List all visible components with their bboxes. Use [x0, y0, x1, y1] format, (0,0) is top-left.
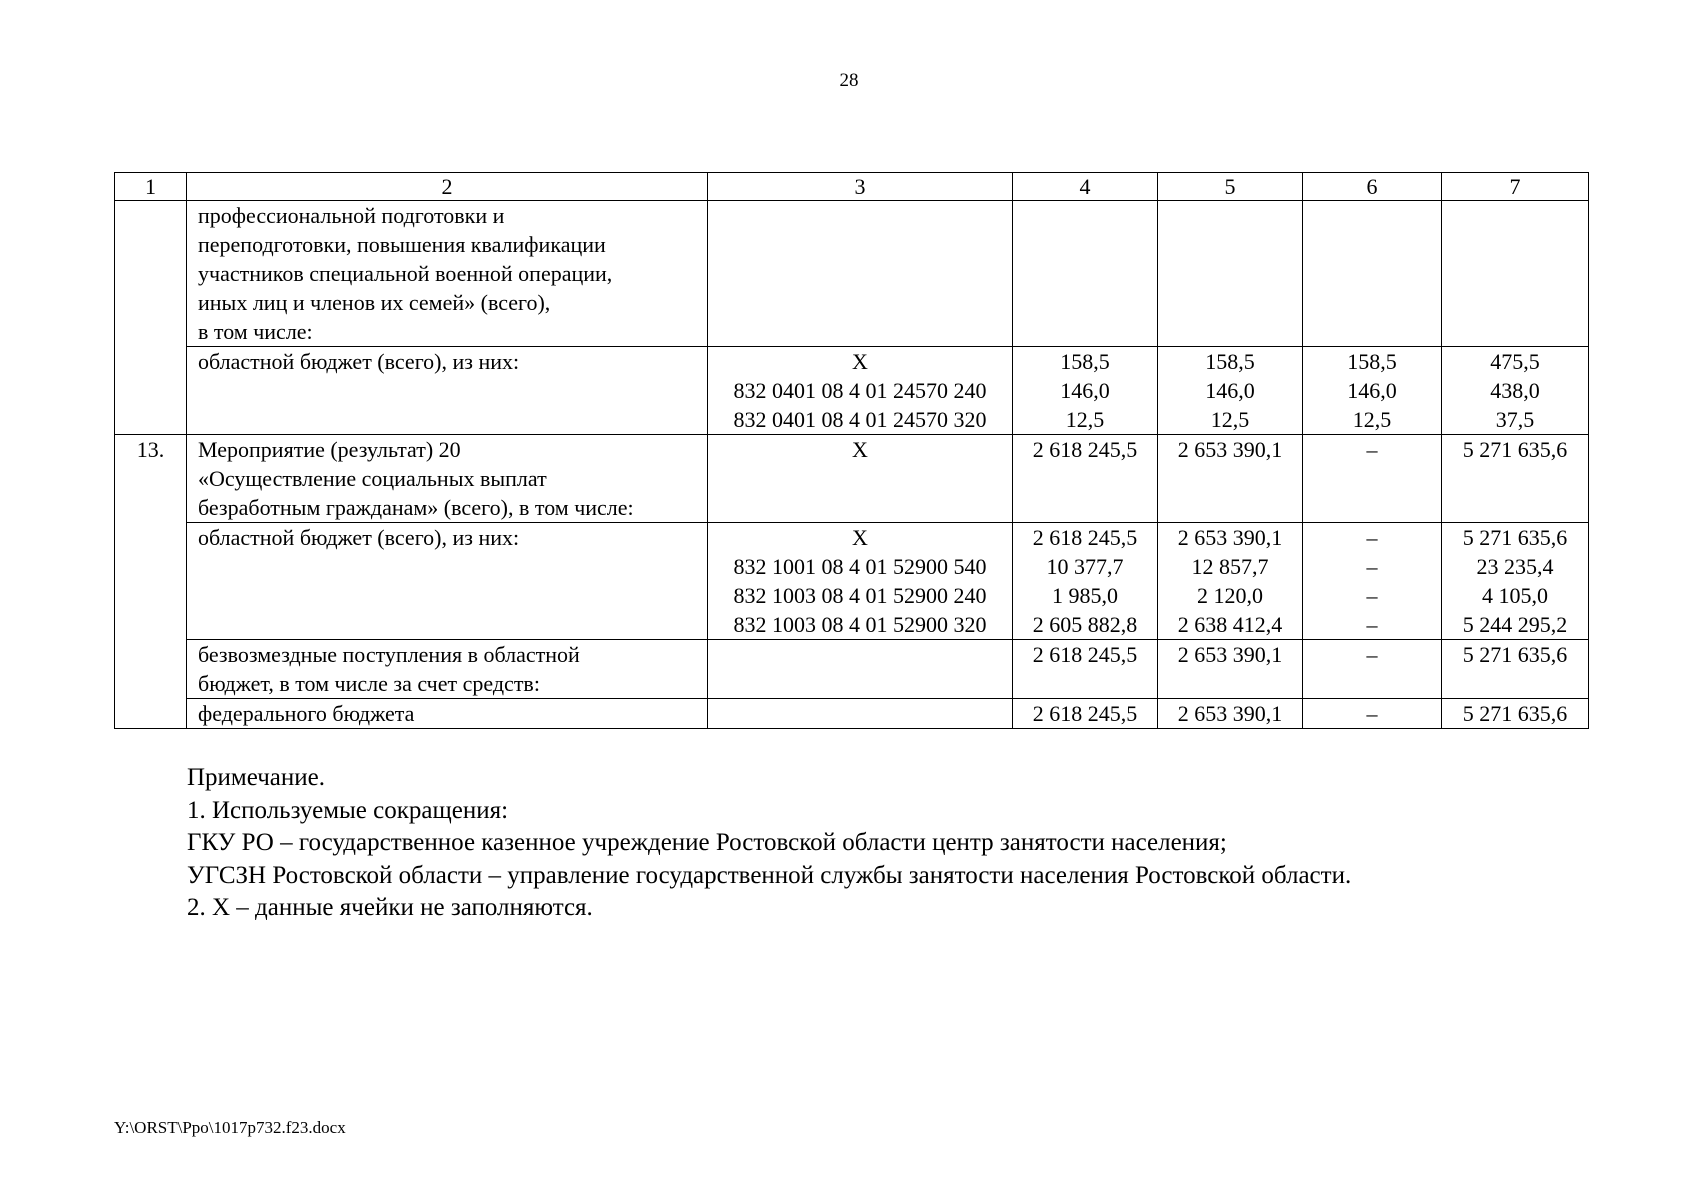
row-number-cell: 13.: [115, 435, 187, 729]
kbk-cell: X 832 0401 08 4 01 24570 240 832 0401 08 4 01 24570 320: [708, 347, 1013, 435]
value-cell: 158,5 146,0 12,5: [1158, 347, 1303, 435]
page-number: 28: [839, 70, 859, 91]
footer-file-path: Y:\ORST\Ppo\1017p732.f23.docx: [114, 1118, 346, 1137]
value-cell: – – – –: [1303, 523, 1442, 640]
header-col-5: 5: [1158, 173, 1303, 201]
table-row: [115, 699, 1589, 729]
value-cell: 5 271 635,6 23 235,4 4 105,0 5 244 295,2: [1442, 523, 1589, 640]
note-item: 1. Используемые сокращения:: [187, 796, 509, 824]
value-cell: –: [1303, 699, 1442, 729]
kbk-cell: [708, 699, 1013, 729]
value-cell: 2 653 390,1: [1158, 435, 1303, 523]
value-cell: [1013, 201, 1158, 347]
table-row: [115, 347, 1589, 435]
header-col-1: 1: [115, 173, 187, 201]
value-cell: 475,5 438,0 37,5: [1442, 347, 1589, 435]
table-row: [115, 201, 1589, 347]
header-col-3: 3: [708, 173, 1013, 201]
note-item: ГКУ РО – государственное казенное учреждение Ростовской области центр занятости населения;: [187, 829, 1227, 856]
header-col-6: 6: [1303, 173, 1442, 201]
value-cell: –: [1303, 640, 1442, 699]
row-description: профессиональной подготовки и переподготовки, повышения квалификации участников специальной военной операции, иных лиц и членов их семей» (всего), в том числе:: [187, 201, 708, 347]
value-cell: 2 653 390,1 12 857,7 2 120,0 2 638 412,4: [1158, 523, 1303, 640]
value-cell: –: [1303, 435, 1442, 523]
value-cell: 2 618 245,5: [1013, 640, 1158, 699]
value-cell: [1158, 201, 1303, 347]
table-row: [115, 435, 1589, 523]
notes-section: [187, 762, 1351, 925]
budget-table: [114, 172, 1589, 729]
row-number-cell: [115, 201, 187, 435]
row-description: Мероприятие (результат) 20 «Осуществление социальных выплат безработным гражданам» (всего), в том числе:: [187, 435, 708, 523]
header-col-4: 4: [1013, 173, 1158, 201]
table-row: [115, 523, 1589, 640]
row-description: областной бюджет (всего), из них:: [187, 523, 708, 640]
note-item: 2. X – данные ячейки не заполняются.: [187, 894, 593, 921]
row-description: областной бюджет (всего), из них:: [187, 347, 708, 435]
value-cell: 2 618 245,5 10 377,7 1 985,0 2 605 882,8: [1013, 523, 1158, 640]
value-cell: 2 618 245,5: [1013, 435, 1158, 523]
table-header-row: [115, 173, 1589, 201]
kbk-cell: X: [708, 435, 1013, 523]
value-cell: 158,5 146,0 12,5: [1303, 347, 1442, 435]
kbk-cell: [708, 201, 1013, 347]
value-cell: [1303, 201, 1442, 347]
value-cell: 5 271 635,6: [1442, 435, 1589, 523]
header-col-2: 2: [187, 173, 708, 201]
value-cell: 5 271 635,6: [1442, 699, 1589, 729]
note-item: УГСЗН Ростовской области – управление государственной службы занятости населения Ростовской области.: [187, 861, 1352, 889]
kbk-cell: [708, 640, 1013, 699]
value-cell: [1442, 201, 1589, 347]
row-description: безвозмездные поступления в областной бюджет, в том числе за счет средств:: [187, 640, 708, 699]
table-row: [115, 640, 1589, 699]
value-cell: 5 271 635,6: [1442, 640, 1589, 699]
notes-heading: Примечание.: [187, 764, 326, 791]
kbk-cell: X 832 1001 08 4 01 52900 540 832 1003 08 4 01 52900 240 832 1003 08 4 01 52900 320: [708, 523, 1013, 640]
value-cell: 2 618 245,5: [1013, 699, 1158, 729]
header-col-7: 7: [1442, 173, 1589, 201]
row-description: федерального бюджета: [187, 699, 708, 729]
value-cell: 2 653 390,1: [1158, 699, 1303, 729]
value-cell: 158,5 146,0 12,5: [1013, 347, 1158, 435]
value-cell: 2 653 390,1: [1158, 640, 1303, 699]
